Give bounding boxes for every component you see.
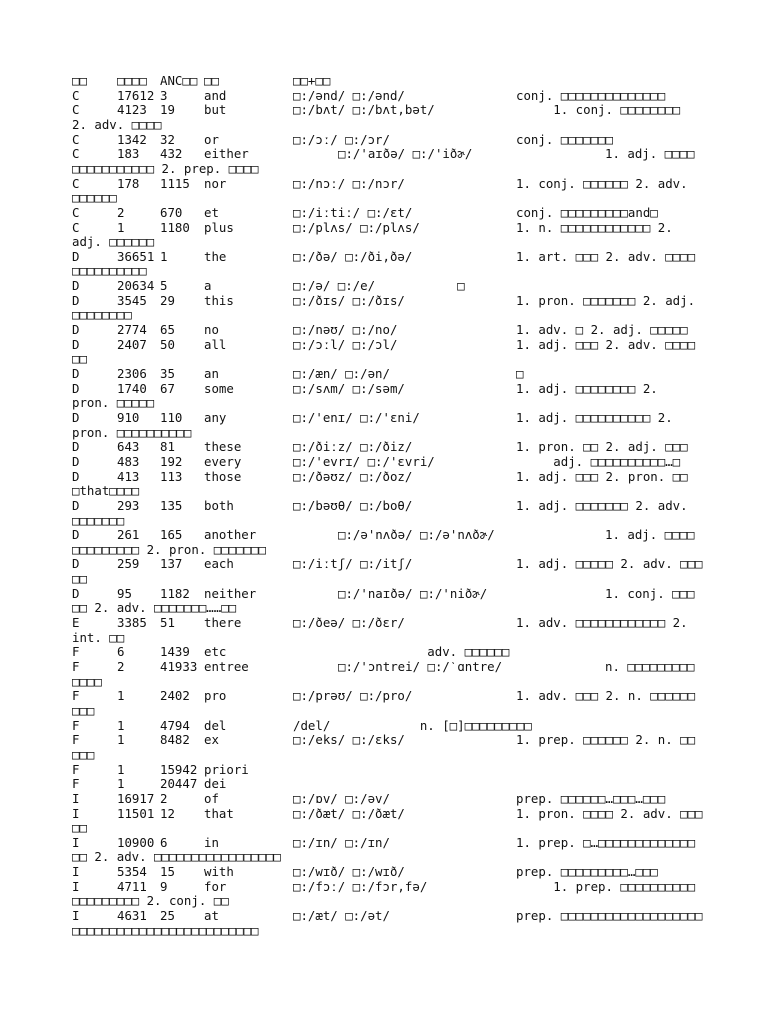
table-row — [72, 733, 708, 748]
rank-cell: 50 — [160, 337, 175, 352]
pronunciation-cell: □:/'evrɪ/ □:/'ɛvri/ — [293, 454, 435, 469]
word-cell: all — [204, 337, 227, 352]
word-cell: but — [204, 103, 227, 118]
pronunciation-cell: □:/'enɪ/ □:/'ɛni/ — [293, 410, 420, 425]
word-cell: entree — [204, 660, 249, 674]
rank-cell: 1180 — [160, 220, 190, 235]
frequency-cell: 4711 — [117, 879, 147, 894]
pronunciation-cell: □:/nəʊ/ □:/no/ — [293, 323, 398, 338]
frequency-cell: 1 — [117, 718, 125, 733]
frequency-cell: 3385 — [117, 616, 147, 631]
frequency-cell: 293 — [117, 498, 140, 513]
category-cell: C — [72, 88, 80, 103]
pronunciation-cell: □:/æt/ □:/ət/ — [293, 909, 390, 924]
word-cell: pro — [204, 689, 227, 704]
category-cell: C — [72, 132, 80, 147]
pronunciation-cell: □:/ə'nʌðə/ □:/ə'nʌðɚ/ — [338, 528, 495, 543]
frequency-cell: 20634 — [117, 279, 155, 294]
frequency-cell: 2306 — [117, 367, 147, 381]
table-row — [72, 528, 708, 543]
category-cell: I — [72, 791, 80, 806]
definition-cell: □ — [516, 367, 524, 381]
category-cell: D — [72, 557, 80, 572]
category-cell: I — [72, 865, 80, 880]
definition-cell: 1. adj. □□□ 2. adv. □□□□ — [516, 337, 696, 352]
rank-cell: 29 — [160, 293, 175, 308]
rank-cell: 35 — [160, 367, 175, 381]
definition-continuation: □□□ — [72, 747, 95, 762]
table-row — [72, 719, 708, 734]
table-row — [72, 323, 708, 338]
table-row-continuation — [72, 235, 708, 250]
category-cell: F — [72, 660, 80, 674]
definition-cell: 1. conj. □□□□□□□□ — [516, 103, 681, 118]
category-cell: E — [72, 616, 80, 631]
table-row — [72, 411, 708, 426]
rank-cell: 5 — [160, 279, 168, 294]
table-row — [72, 103, 708, 118]
category-cell: I — [72, 835, 80, 850]
rank-cell: 2402 — [160, 689, 190, 704]
pronunciation-cell: □:/ɔː/ □:/ɔr/ — [293, 132, 390, 147]
frequency-cell: 2 — [117, 205, 125, 220]
category-cell: D — [72, 410, 80, 425]
definition-cell: conj. □□□□□□□□□and□ — [516, 205, 658, 220]
table-row-continuation — [72, 118, 708, 133]
table-row-continuation — [72, 601, 708, 616]
definition-cell: conj. □□□□□□□ — [516, 132, 613, 147]
table-row-continuation — [72, 850, 708, 865]
word-cell: or — [204, 132, 219, 147]
frequency-cell: 1 — [117, 762, 125, 777]
pronunciation-cell: □:/ɪn/ □:/ɪn/ — [293, 835, 390, 850]
category-cell: F — [72, 777, 80, 792]
word-cell: another — [204, 528, 257, 543]
frequency-cell: 1 — [117, 689, 125, 704]
word-cell: et — [204, 205, 219, 220]
frequency-cell: 2 — [117, 660, 125, 674]
definition-cell: 1. adj. □□□ 2. pron. □□ — [516, 469, 688, 484]
rank-cell: 20447 — [160, 777, 198, 792]
frequency-cell: 10900 — [117, 835, 155, 850]
definition-cell: 1. pron. □□□□ 2. adv. □□□ — [516, 806, 703, 821]
table-row-continuation — [72, 924, 708, 939]
definition-continuation: □□□□□□□□□□ — [72, 264, 147, 279]
definition-cell: adj. □□□□□□□□□□…□ — [516, 454, 681, 469]
frequency-cell: 17612 — [117, 88, 155, 103]
frequency-cell: 1740 — [117, 381, 147, 396]
table-row — [72, 177, 708, 192]
word-cell: no — [204, 323, 219, 338]
definition-continuation: □□□□□□□□□□□ 2. prep. □□□□ — [72, 161, 259, 176]
table-row — [72, 909, 708, 924]
rank-cell: 1115 — [160, 176, 190, 191]
category-cell: I — [72, 879, 80, 894]
definition-continuation: int. □□ — [72, 630, 125, 645]
pronunciation-cell: □:/'naɪðə/ □:/'niðɚ/ — [338, 586, 488, 601]
definition-continuation: □□ 2. adv. □□□□□□□……□□ — [72, 601, 237, 616]
category-cell: D — [72, 528, 80, 543]
word-cell: with — [204, 865, 234, 880]
category-cell: C — [72, 220, 80, 235]
frequency-cell: 1342 — [117, 132, 147, 147]
table-row — [72, 807, 708, 822]
table-row — [72, 206, 708, 221]
definition-continuation: □□□ — [72, 703, 95, 718]
definition-cell: n. □□□□□□□□□ — [605, 660, 695, 674]
pronunciation-cell: □:/plʌs/ □:/plʌs/ — [293, 220, 420, 235]
table-row — [72, 338, 708, 353]
category-cell: D — [72, 586, 80, 601]
table-row — [72, 836, 708, 851]
rank-cell: 81 — [160, 440, 175, 455]
word-cell: neither — [204, 586, 257, 601]
word-cell: a — [204, 279, 212, 294]
category-cell: D — [72, 337, 80, 352]
category-cell: D — [72, 293, 80, 308]
definition-continuation: □□ 2. adv. □□□□□□□□□□□□□□□□□ — [72, 850, 281, 865]
rank-cell: 6 — [160, 835, 168, 850]
table-row — [72, 455, 708, 470]
table-row — [72, 880, 708, 895]
definition-cell: prep. □□□□□□□□□□□□□□□□□□□ — [516, 909, 703, 924]
rank-cell: 113 — [160, 469, 183, 484]
category-cell: I — [72, 909, 80, 924]
category-cell: C — [72, 147, 80, 162]
category-cell: C — [72, 176, 80, 191]
rank-cell: 1 — [160, 249, 168, 264]
word-cell: both — [204, 498, 234, 513]
category-cell: D — [72, 454, 80, 469]
definition-cell: 1. adj. □□□□□□□ 2. adv. — [516, 498, 688, 513]
frequency-cell: 643 — [117, 440, 140, 455]
rank-cell: 4794 — [160, 718, 190, 733]
word-cell: either — [204, 147, 249, 162]
definition-continuation: 2. adv. □□□□ — [72, 117, 162, 132]
definition-continuation: □□□□□□□□□ 2. conj. □□ — [72, 894, 229, 909]
category-cell: C — [72, 205, 80, 220]
table-row-continuation — [72, 821, 708, 836]
definition-cell: 1. pron. □□ 2. adj. □□□ — [516, 440, 688, 455]
table-row — [72, 777, 708, 792]
rank-cell: 110 — [160, 410, 183, 425]
category-cell: D — [72, 249, 80, 264]
definition-cell: conj. □□□□□□□□□□□□□□ — [516, 88, 666, 103]
pronunciation-cell: □:/ɒv/ □:/əv/ — [293, 791, 390, 806]
word-cell: nor — [204, 176, 227, 191]
table-row — [72, 616, 708, 631]
definition-continuation: □□ — [72, 572, 87, 587]
frequency-cell: 183 — [117, 147, 140, 162]
table-row — [72, 865, 708, 880]
table-row — [72, 645, 708, 660]
table-row-continuation — [72, 426, 708, 441]
definition-cell: 1. adv. □□□ 2. n. □□□□□□ — [516, 689, 696, 704]
header-cell: □□ — [72, 74, 87, 88]
frequency-cell: 4631 — [117, 909, 147, 924]
word-cell: ex — [204, 733, 219, 748]
rank-cell: 135 — [160, 498, 183, 513]
table-row-continuation — [72, 894, 708, 909]
pronunciation-cell: □:/æn/ □:/ən/ — [293, 367, 390, 381]
frequency-cell: 261 — [117, 528, 140, 543]
table-row — [72, 792, 708, 807]
rank-cell: 137 — [160, 557, 183, 572]
category-cell: D — [72, 381, 80, 396]
rank-cell: 19 — [160, 103, 175, 118]
rank-cell: 3 — [160, 88, 168, 103]
definition-cell: 1. adj. □□□□□□□□□□ 2. — [516, 410, 673, 425]
pronunciation-cell: □:/prəʊ/ □:/pro/ — [293, 689, 413, 704]
word-cell: those — [204, 469, 242, 484]
frequency-cell: 6 — [117, 645, 125, 660]
category-cell: F — [72, 733, 80, 748]
rank-cell: 192 — [160, 454, 183, 469]
table-row-continuation — [72, 748, 708, 763]
rank-cell: 8482 — [160, 733, 190, 748]
definition-continuation: pron. □□□□□□□□□□ — [72, 425, 192, 440]
table-row — [72, 499, 708, 514]
frequency-cell: 1 — [117, 733, 125, 748]
word-cell: there — [204, 616, 242, 631]
frequency-cell: 1 — [117, 220, 125, 235]
pronunciation-cell: □:/ðæt/ □:/ðæt/ — [293, 806, 405, 821]
frequency-cell: 2407 — [117, 337, 147, 352]
word-cell: these — [204, 440, 242, 455]
table-row-continuation — [72, 308, 708, 323]
definition-cell: 1. conj. □□□ — [605, 586, 695, 601]
table-row — [72, 250, 708, 265]
table-row-continuation — [72, 191, 708, 206]
definition-cell: 1. adj. □□□□□□□□ 2. — [516, 381, 658, 396]
definition-cell: 1. prep. □…□□□□□□□□□□□□□ — [516, 835, 696, 850]
table-row — [72, 763, 708, 778]
frequency-cell: 1 — [117, 777, 125, 792]
pronunciation-cell: □:/eks/ □:/ɛks/ — [293, 733, 405, 748]
definition-continuation: □□ — [72, 821, 87, 836]
definition-continuation: □□□□□□□□ — [72, 308, 132, 323]
rank-cell: 432 — [160, 147, 183, 162]
definition-continuation: pron. □□□□□ — [72, 396, 155, 411]
word-cell: dei — [204, 777, 227, 792]
table-row — [72, 221, 708, 236]
definition-cell: 1. adv. □ 2. adj. □□□□□ — [516, 323, 688, 338]
pronunciation-cell: □:/ðəʊz/ □:/ðoz/ — [293, 469, 413, 484]
word-cell: at — [204, 909, 219, 924]
table-row-continuation — [72, 631, 708, 646]
category-cell: D — [72, 323, 80, 338]
rank-cell: 15 — [160, 865, 175, 880]
word-cell: the — [204, 249, 227, 264]
table-row — [72, 367, 708, 382]
frequency-cell: 259 — [117, 557, 140, 572]
table-row — [72, 382, 708, 397]
table-row-continuation — [72, 572, 708, 587]
pronunciation-cell: □:/iːtʃ/ □:/itʃ/ — [293, 557, 413, 572]
word-cell: this — [204, 293, 234, 308]
table-row — [72, 587, 708, 602]
pronunciation-cell: adv. □□□□□□ — [293, 645, 510, 660]
category-cell: F — [72, 718, 80, 733]
word-cell: del — [204, 718, 227, 733]
table-row — [72, 147, 708, 162]
definition-continuation: □□□□□□□□□ 2. pron. □□□□□□□ — [72, 542, 266, 557]
word-cell: any — [204, 410, 227, 425]
rank-cell: 41933 — [160, 660, 198, 674]
pronunciation-cell: □:/iːtiː/ □:/ɛt/ — [293, 205, 413, 220]
definition-continuation: □□ — [72, 352, 87, 367]
word-cell: for — [204, 879, 227, 894]
definition-cell: 1. conj. □□□□□□ 2. adv. — [516, 176, 688, 191]
category-cell: D — [72, 440, 80, 455]
header-cell: □□□□ — [117, 74, 147, 88]
word-cell: etc — [204, 645, 227, 660]
word-cell: an — [204, 367, 219, 381]
category-cell: D — [72, 279, 80, 294]
rank-cell: 32 — [160, 132, 175, 147]
frequency-cell: 5354 — [117, 865, 147, 880]
category-cell: C — [72, 103, 80, 118]
rank-cell: 9 — [160, 879, 168, 894]
definition-continuation: □□□□□□□ — [72, 513, 125, 528]
category-cell: D — [72, 367, 80, 381]
table-row — [72, 294, 708, 309]
category-cell: D — [72, 498, 80, 513]
definition-cell: prep. □□□□□□□□□…□□□ — [516, 865, 658, 880]
rank-cell: 15942 — [160, 762, 198, 777]
table-row-continuation — [72, 484, 708, 499]
table-row-continuation — [72, 514, 708, 529]
word-cell: and — [204, 88, 227, 103]
rank-cell: 1182 — [160, 586, 190, 601]
table-row — [72, 557, 708, 572]
category-cell: F — [72, 645, 80, 660]
word-cell: in — [204, 835, 219, 850]
table-row — [72, 89, 708, 104]
rank-cell: 67 — [160, 381, 175, 396]
frequency-cell: 11501 — [117, 806, 155, 821]
pronunciation-cell: □:/ðiːz/ □:/ðiz/ — [293, 440, 413, 455]
frequency-cell: 910 — [117, 410, 140, 425]
rank-cell: 65 — [160, 323, 175, 338]
definition-cell: 1. adj. □□□□ — [605, 147, 695, 162]
word-cell: plus — [204, 220, 234, 235]
word-cell: that — [204, 806, 234, 821]
pronunciation-cell: □:/'ɔntrei/ □:/ˋɑntre/ — [338, 660, 503, 674]
table-row-continuation — [72, 162, 708, 177]
header-row — [72, 74, 708, 89]
frequency-cell: 178 — [117, 176, 140, 191]
table-row-continuation — [72, 543, 708, 558]
definition-continuation: □□□□ — [72, 674, 102, 689]
definition-cell: prep. □□□□□□…□□□…□□□ — [516, 791, 666, 806]
definition-continuation: □□□□□□□□□□□□□□□□□□□□□□□□□ — [72, 923, 259, 938]
table-row-continuation — [72, 264, 708, 279]
definition-cell: 1. prep. □□□□□□ 2. n. □□ — [516, 733, 696, 748]
definition-cell: 1. adj. □□□□ — [605, 528, 695, 543]
word-cell: every — [204, 454, 242, 469]
pronunciation-cell: □:/bəʊθ/ □:/boθ/ — [293, 498, 413, 513]
frequency-cell: 2774 — [117, 323, 147, 338]
definition-continuation: adj. □□□□□□ — [72, 235, 155, 250]
rank-cell: 670 — [160, 205, 183, 220]
frequency-cell: 95 — [117, 586, 132, 601]
definition-continuation: □that□□□□ — [72, 484, 140, 499]
rank-cell: 25 — [160, 909, 175, 924]
pronunciation-cell: □:/ðeə/ □:/ðɛr/ — [293, 616, 405, 631]
pronunciation-cell: □:/bʌt/ □:/bʌt,bət/ — [293, 103, 435, 118]
category-cell: F — [72, 689, 80, 704]
table-row — [72, 660, 708, 675]
header-cell: ANC□□ — [160, 74, 198, 88]
pronunciation-cell: □:/ənd/ □:/ənd/ — [293, 88, 405, 103]
pronunciation-cell: □:/ə/ □:/e/ □ — [293, 279, 465, 294]
table-row-continuation — [72, 675, 708, 690]
word-cell: of — [204, 791, 219, 806]
definition-cell: 1. art. □□□ 2. adv. □□□□ — [516, 249, 696, 264]
pronunciation-cell: □:/nɔː/ □:/nɔr/ — [293, 176, 405, 191]
pronunciation-cell: □:/ðɪs/ □:/ðɪs/ — [293, 293, 405, 308]
word-cell: each — [204, 557, 234, 572]
table-row-continuation — [72, 396, 708, 411]
header-cell: □□ — [204, 74, 219, 88]
category-cell: D — [72, 469, 80, 484]
rank-cell: 1439 — [160, 645, 190, 660]
word-cell: some — [204, 381, 234, 396]
table-row — [72, 279, 708, 294]
category-cell: F — [72, 762, 80, 777]
table-row-continuation — [72, 352, 708, 367]
pronunciation-cell: □:/'aɪðə/ □:/'iðɚ/ — [338, 147, 473, 162]
rank-cell: 12 — [160, 806, 175, 821]
frequency-cell: 3545 — [117, 293, 147, 308]
rank-cell: 51 — [160, 616, 175, 631]
header-cell: □□+□□ — [293, 74, 331, 88]
frequency-cell: 16917 — [117, 791, 155, 806]
pronunciation-cell: □:/fɔː/ □:/fɔr,fə/ — [293, 879, 428, 894]
definition-cell: 1. n. □□□□□□□□□□□□ 2. — [516, 220, 673, 235]
definition-cell: 1. prep. □□□□□□□□□□ — [516, 879, 696, 894]
table-row-continuation — [72, 704, 708, 719]
pronunciation-cell: □:/wɪð/ □:/wɪð/ — [293, 865, 405, 880]
definition-cell: 1. pron. □□□□□□□ 2. adj. — [516, 293, 696, 308]
pronunciation-cell: □:/ɔːl/ □:/ɔl/ — [293, 337, 398, 352]
frequency-cell: 413 — [117, 469, 140, 484]
table-row — [72, 440, 708, 455]
definition-cell: 1. adv. □□□□□□□□□□□□ 2. — [516, 616, 688, 631]
table-row — [72, 470, 708, 485]
pronunciation-cell: /del/ n. [□]□□□□□□□□□ — [293, 718, 532, 733]
frequency-cell: 483 — [117, 454, 140, 469]
table-row — [72, 689, 708, 704]
frequency-cell: 36651 — [117, 249, 155, 264]
definition-cell: 1. adj. □□□□□ 2. adv. □□□ — [516, 557, 703, 572]
pronunciation-cell: □:/sʌm/ □:/səm/ — [293, 381, 405, 396]
pronunciation-cell: □:/ðə/ □:/ði,ðə/ — [293, 249, 413, 264]
table-row — [72, 133, 708, 148]
rank-cell: 165 — [160, 528, 183, 543]
category-cell: I — [72, 806, 80, 821]
frequency-cell: 4123 — [117, 103, 147, 118]
word-cell: priori — [204, 762, 249, 777]
rank-cell: 2 — [160, 791, 168, 806]
definition-continuation: □□□□□□ — [72, 191, 117, 206]
